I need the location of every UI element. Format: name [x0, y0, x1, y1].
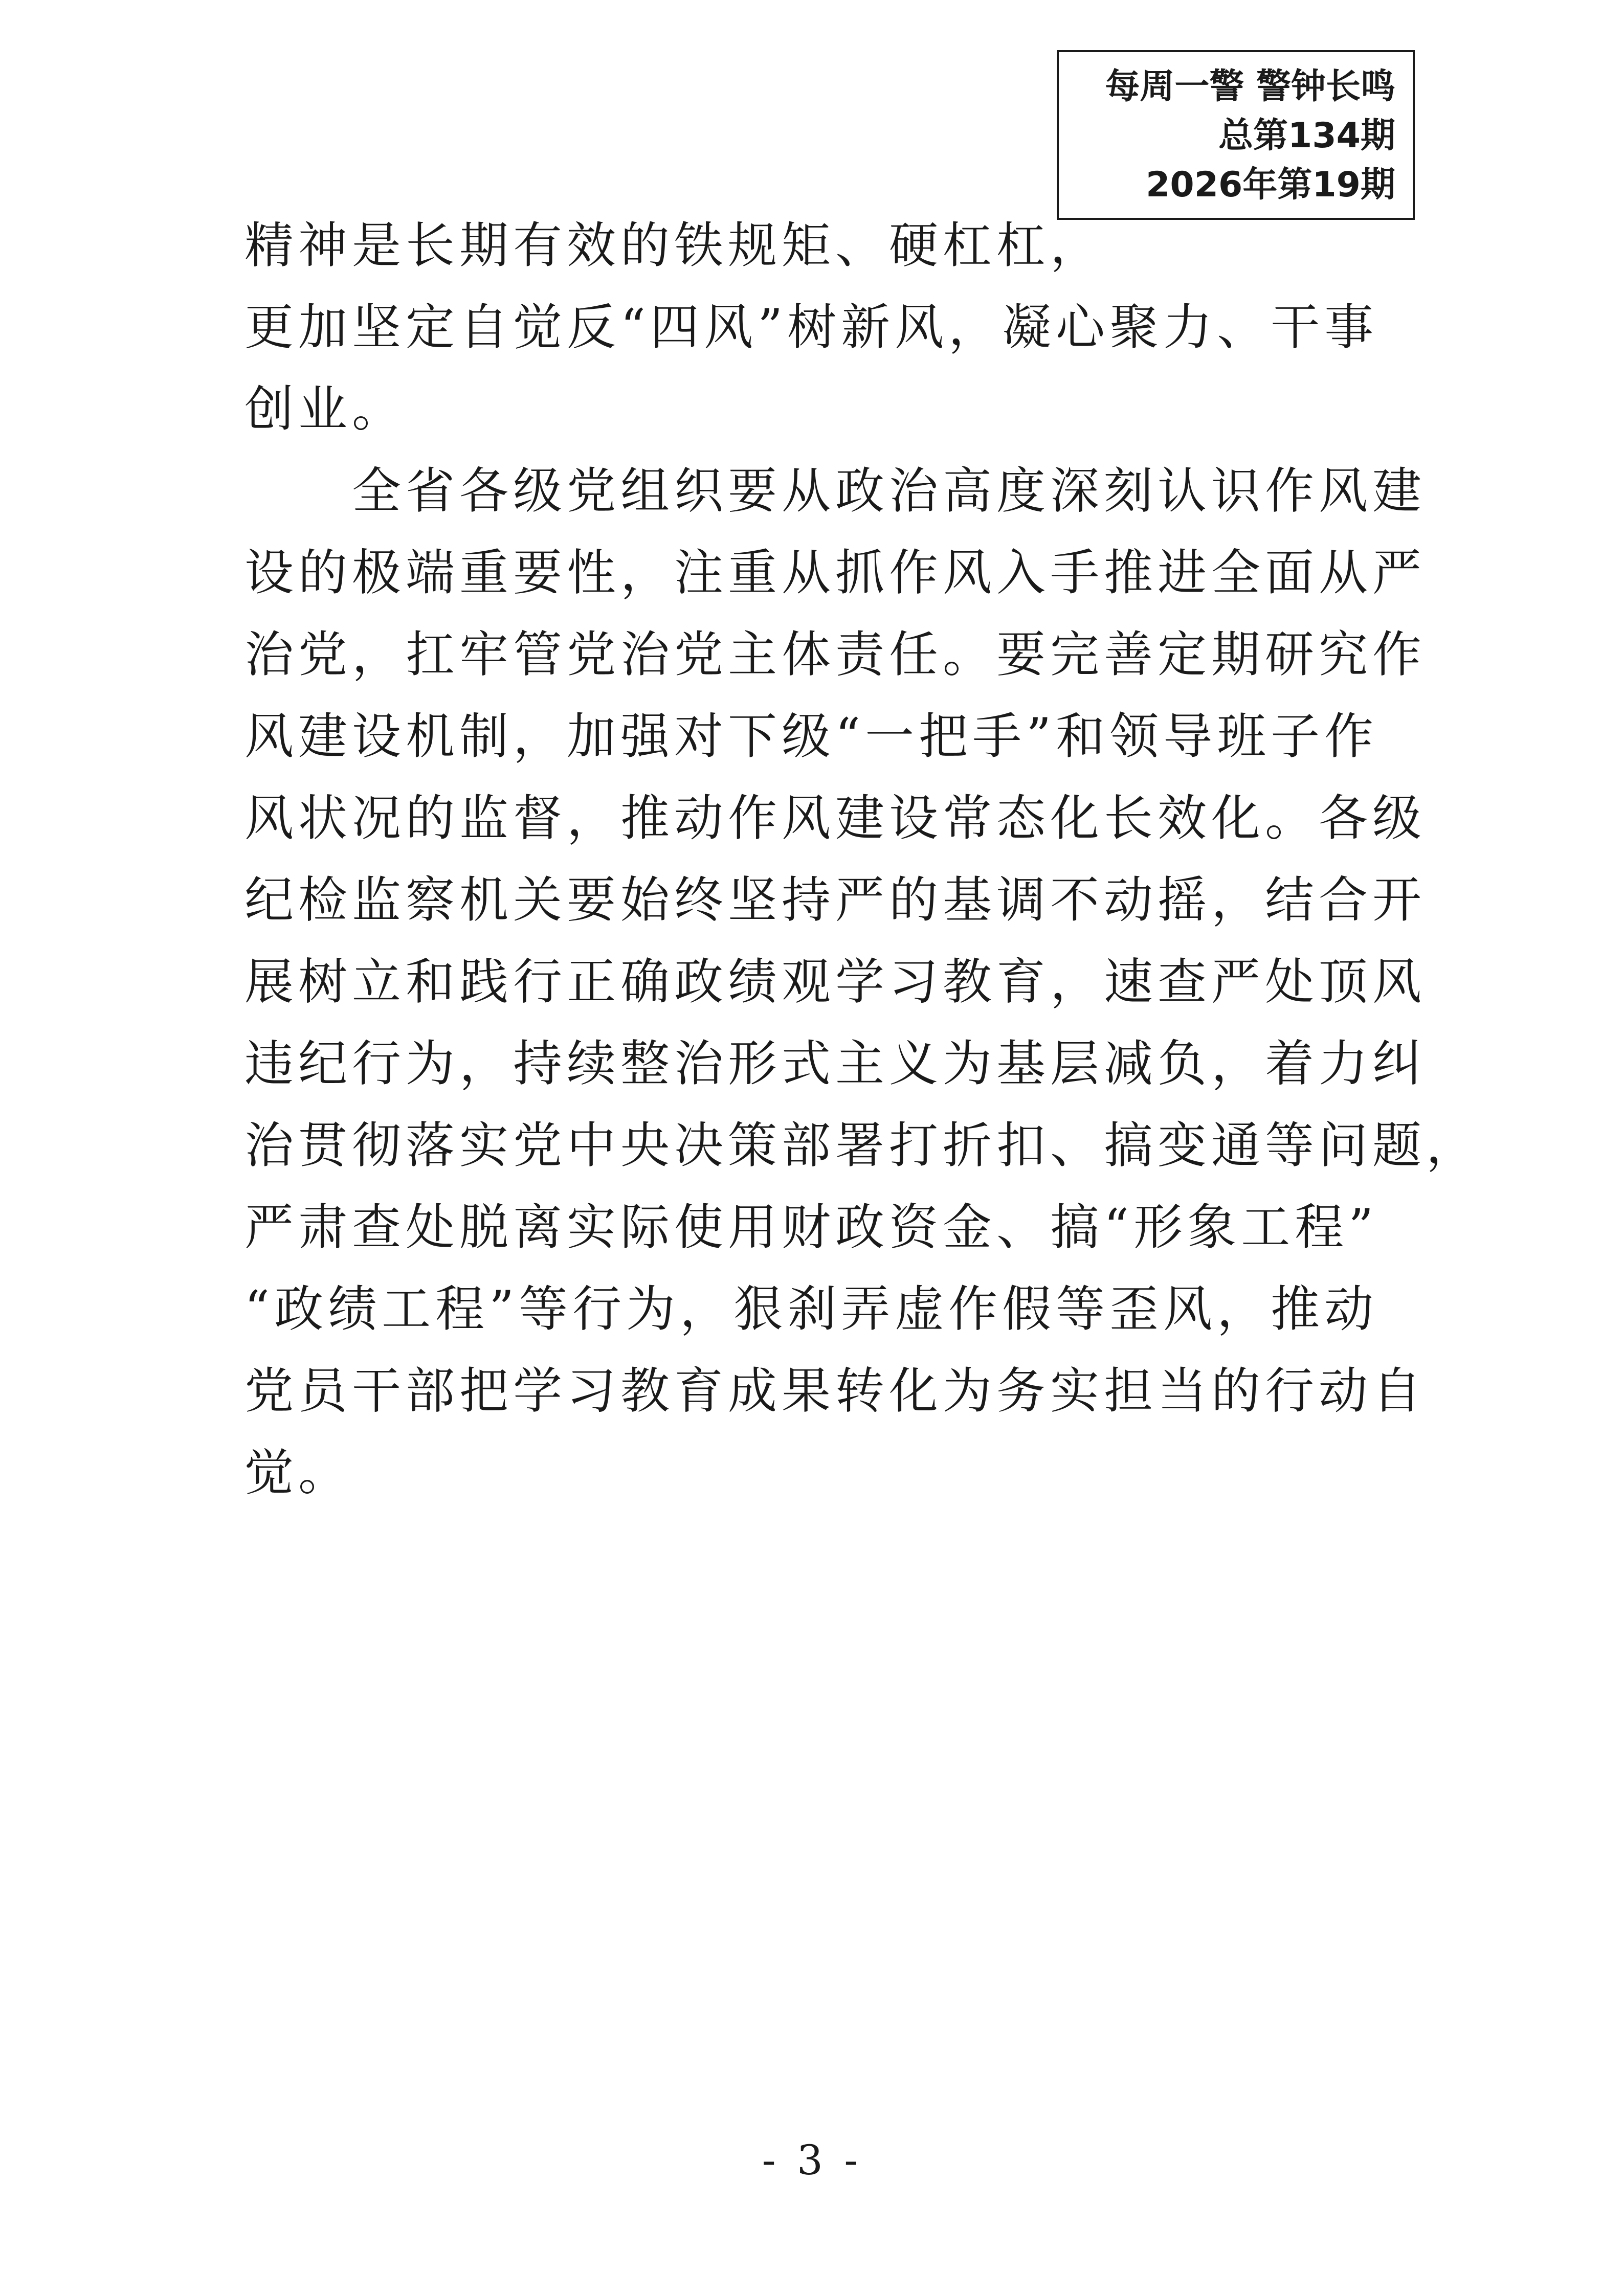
paragraph-line: 治贯彻落实党中央决策部署打折扣、搞变通等问题， [244, 1117, 1480, 1174]
paragraph-line: 设的极端重要性，注重从抓作风入手推进全面从严 [244, 544, 1426, 601]
paragraph-line: 纪检监察机关要始终坚持严的基调不动摇，结合开 [244, 871, 1426, 929]
issue-header-box [1057, 50, 1415, 220]
header-title: 每周一警 警钟长鸣 [1105, 66, 1395, 107]
paragraph-line: 违纪行为，持续整治形式主义为基层减负，着力纠 [244, 1035, 1426, 1092]
paragraph-line: 风状况的监督，推动作风建设常态化长效化。各级 [244, 790, 1426, 847]
header-total-issue: 总第134期 [1218, 116, 1395, 156]
paragraph-line: 精神是长期有效的铁规矩、硬杠杠， [244, 217, 1104, 274]
paragraph-continued [244, 205, 1390, 450]
paragraph-line: 展树立和践行正确政绩观学习教育，速查严处顶风 [244, 953, 1426, 1010]
paragraph-line: 风建设机制，加强对下级“一把手”和领导班子作 [244, 708, 1378, 765]
page-number: - 3 - [762, 2136, 862, 2184]
paragraph-line: 创业。 [244, 380, 406, 438]
paragraph-line: “政绩工程”等行为，狠刹弄虚作假等歪风，推动 [244, 1280, 1378, 1338]
article-body [244, 205, 1480, 1514]
paragraph-line: 觉。 [244, 1444, 352, 1501]
paragraph-line: 党员干部把学习教育成果转化为务实担当的行动自 [244, 1362, 1426, 1420]
paragraph-line: 更加坚定自觉反“四风”树新风，凝心聚力、干事 [244, 299, 1378, 356]
paragraph-line: 严肃查处脱离实际使用财政资金、搞“形象工程” [244, 1199, 1378, 1256]
paragraph-line: 治党，扛牢管党治党主体责任。要完善定期研究作 [244, 626, 1426, 683]
paragraph-main [244, 450, 1480, 1514]
paragraph-line-first: 全省各级党组织要从政治高度深刻认识作风建 [352, 462, 1426, 520]
header-year-issue: 2026年第19期 [1146, 165, 1395, 205]
